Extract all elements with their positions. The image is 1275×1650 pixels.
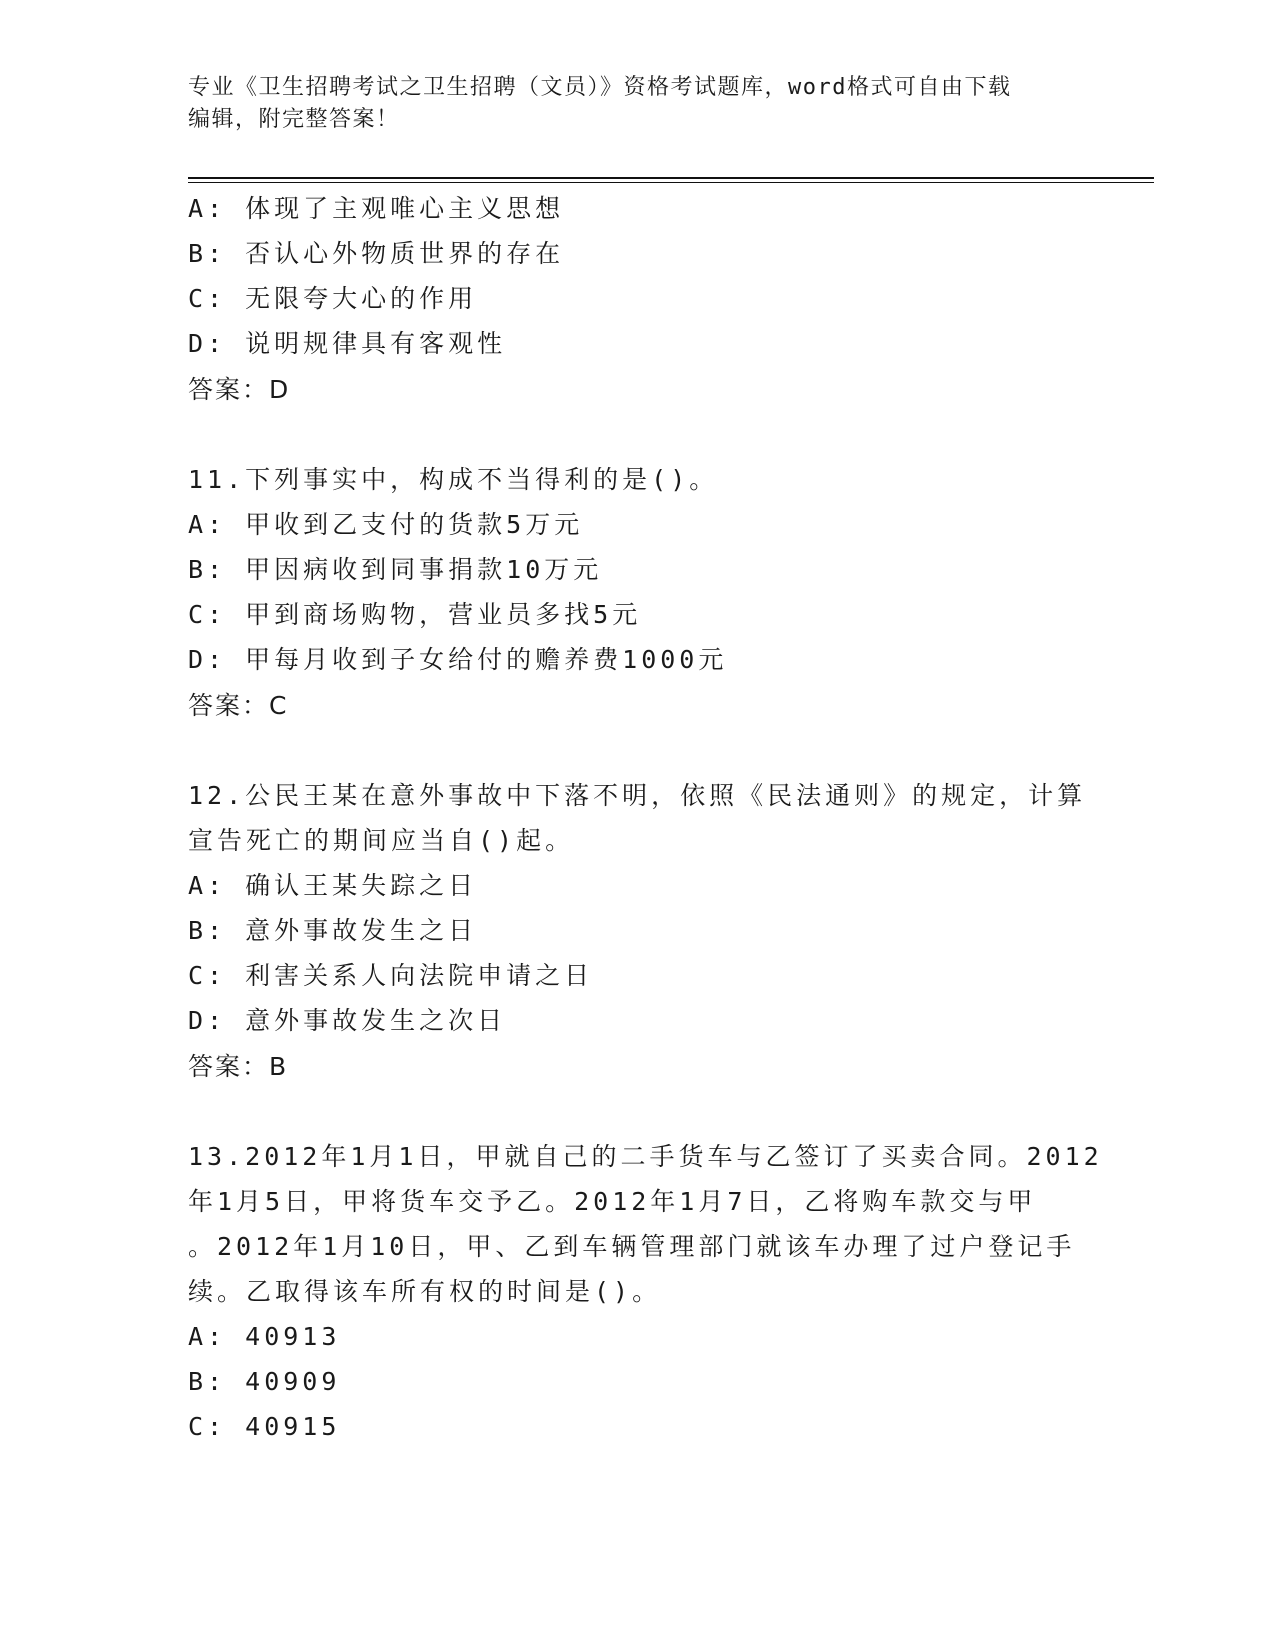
q11-option-b: B: 甲因病收到同事捐款10万元 xyxy=(188,555,603,584)
q11-option-a: A: 甲收到乙支付的货款5万元 xyxy=(188,510,584,539)
q13-option-b: B: 40909 xyxy=(188,1367,341,1396)
header-line-2: 编辑，附完整答案！ xyxy=(188,107,400,132)
q11-answer: 答案：C xyxy=(188,691,289,720)
q11-question: 11.下列事实中，构成不当得利的是()。 xyxy=(188,465,719,494)
q11-option-d: D: 甲每月收到子女给付的赡养费1000元 xyxy=(188,645,728,674)
header-divider-thin xyxy=(188,182,1154,183)
q12-option-b: B: 意外事故发生之日 xyxy=(188,916,478,945)
q12-question-line-1: 12.公民王某在意外事故中下落不明，依照《民法通则》的规定，计算 xyxy=(188,781,1087,810)
q10-answer: 答案：D xyxy=(188,375,291,404)
q13-option-c: C: 40915 xyxy=(188,1412,341,1441)
q10-option-a: A: 体现了主观唯心主义思想 xyxy=(188,194,565,223)
header-line-1: 专业《卫生招聘考试之卫生招聘（文员）》资格考试题库，word格式可自由下载 xyxy=(188,75,1012,100)
q13-question-line-3: 。2012年1月10日，甲、乙到车辆管理部门就该车办理了过户登记手 xyxy=(188,1232,1076,1261)
q12-option-c: C: 利害关系人向法院申请之日 xyxy=(188,961,594,990)
header-divider-thick xyxy=(188,177,1154,179)
q13-question-line-4: 续。乙取得该车所有权的时间是()。 xyxy=(188,1277,662,1306)
q12-answer: 答案：B xyxy=(188,1052,289,1081)
q12-option-a: A: 确认王某失踪之日 xyxy=(188,871,478,900)
q11-option-c: C: 甲到商场购物，营业员多找5元 xyxy=(188,600,642,629)
q12-option-d: D: 意外事故发生之次日 xyxy=(188,1006,507,1035)
q10-option-d: D: 说明规律具有客观性 xyxy=(188,329,507,358)
q10-option-c: C: 无限夸大心的作用 xyxy=(188,284,478,313)
q13-question-line-2: 年1月5日，甲将货车交予乙。2012年1月7日，乙将购车款交与甲 xyxy=(188,1187,1037,1216)
document-header xyxy=(188,72,1088,136)
q10-option-b: B: 否认心外物质世界的存在 xyxy=(188,239,565,268)
q13-question-line-1: 13.2012年1月1日，甲就自己的二手货车与乙签订了买卖合同。2012 xyxy=(188,1142,1103,1171)
q12-question-line-2: 宣告死亡的期间应当自()起。 xyxy=(188,826,575,855)
q13-option-a: A: 40913 xyxy=(188,1322,341,1351)
